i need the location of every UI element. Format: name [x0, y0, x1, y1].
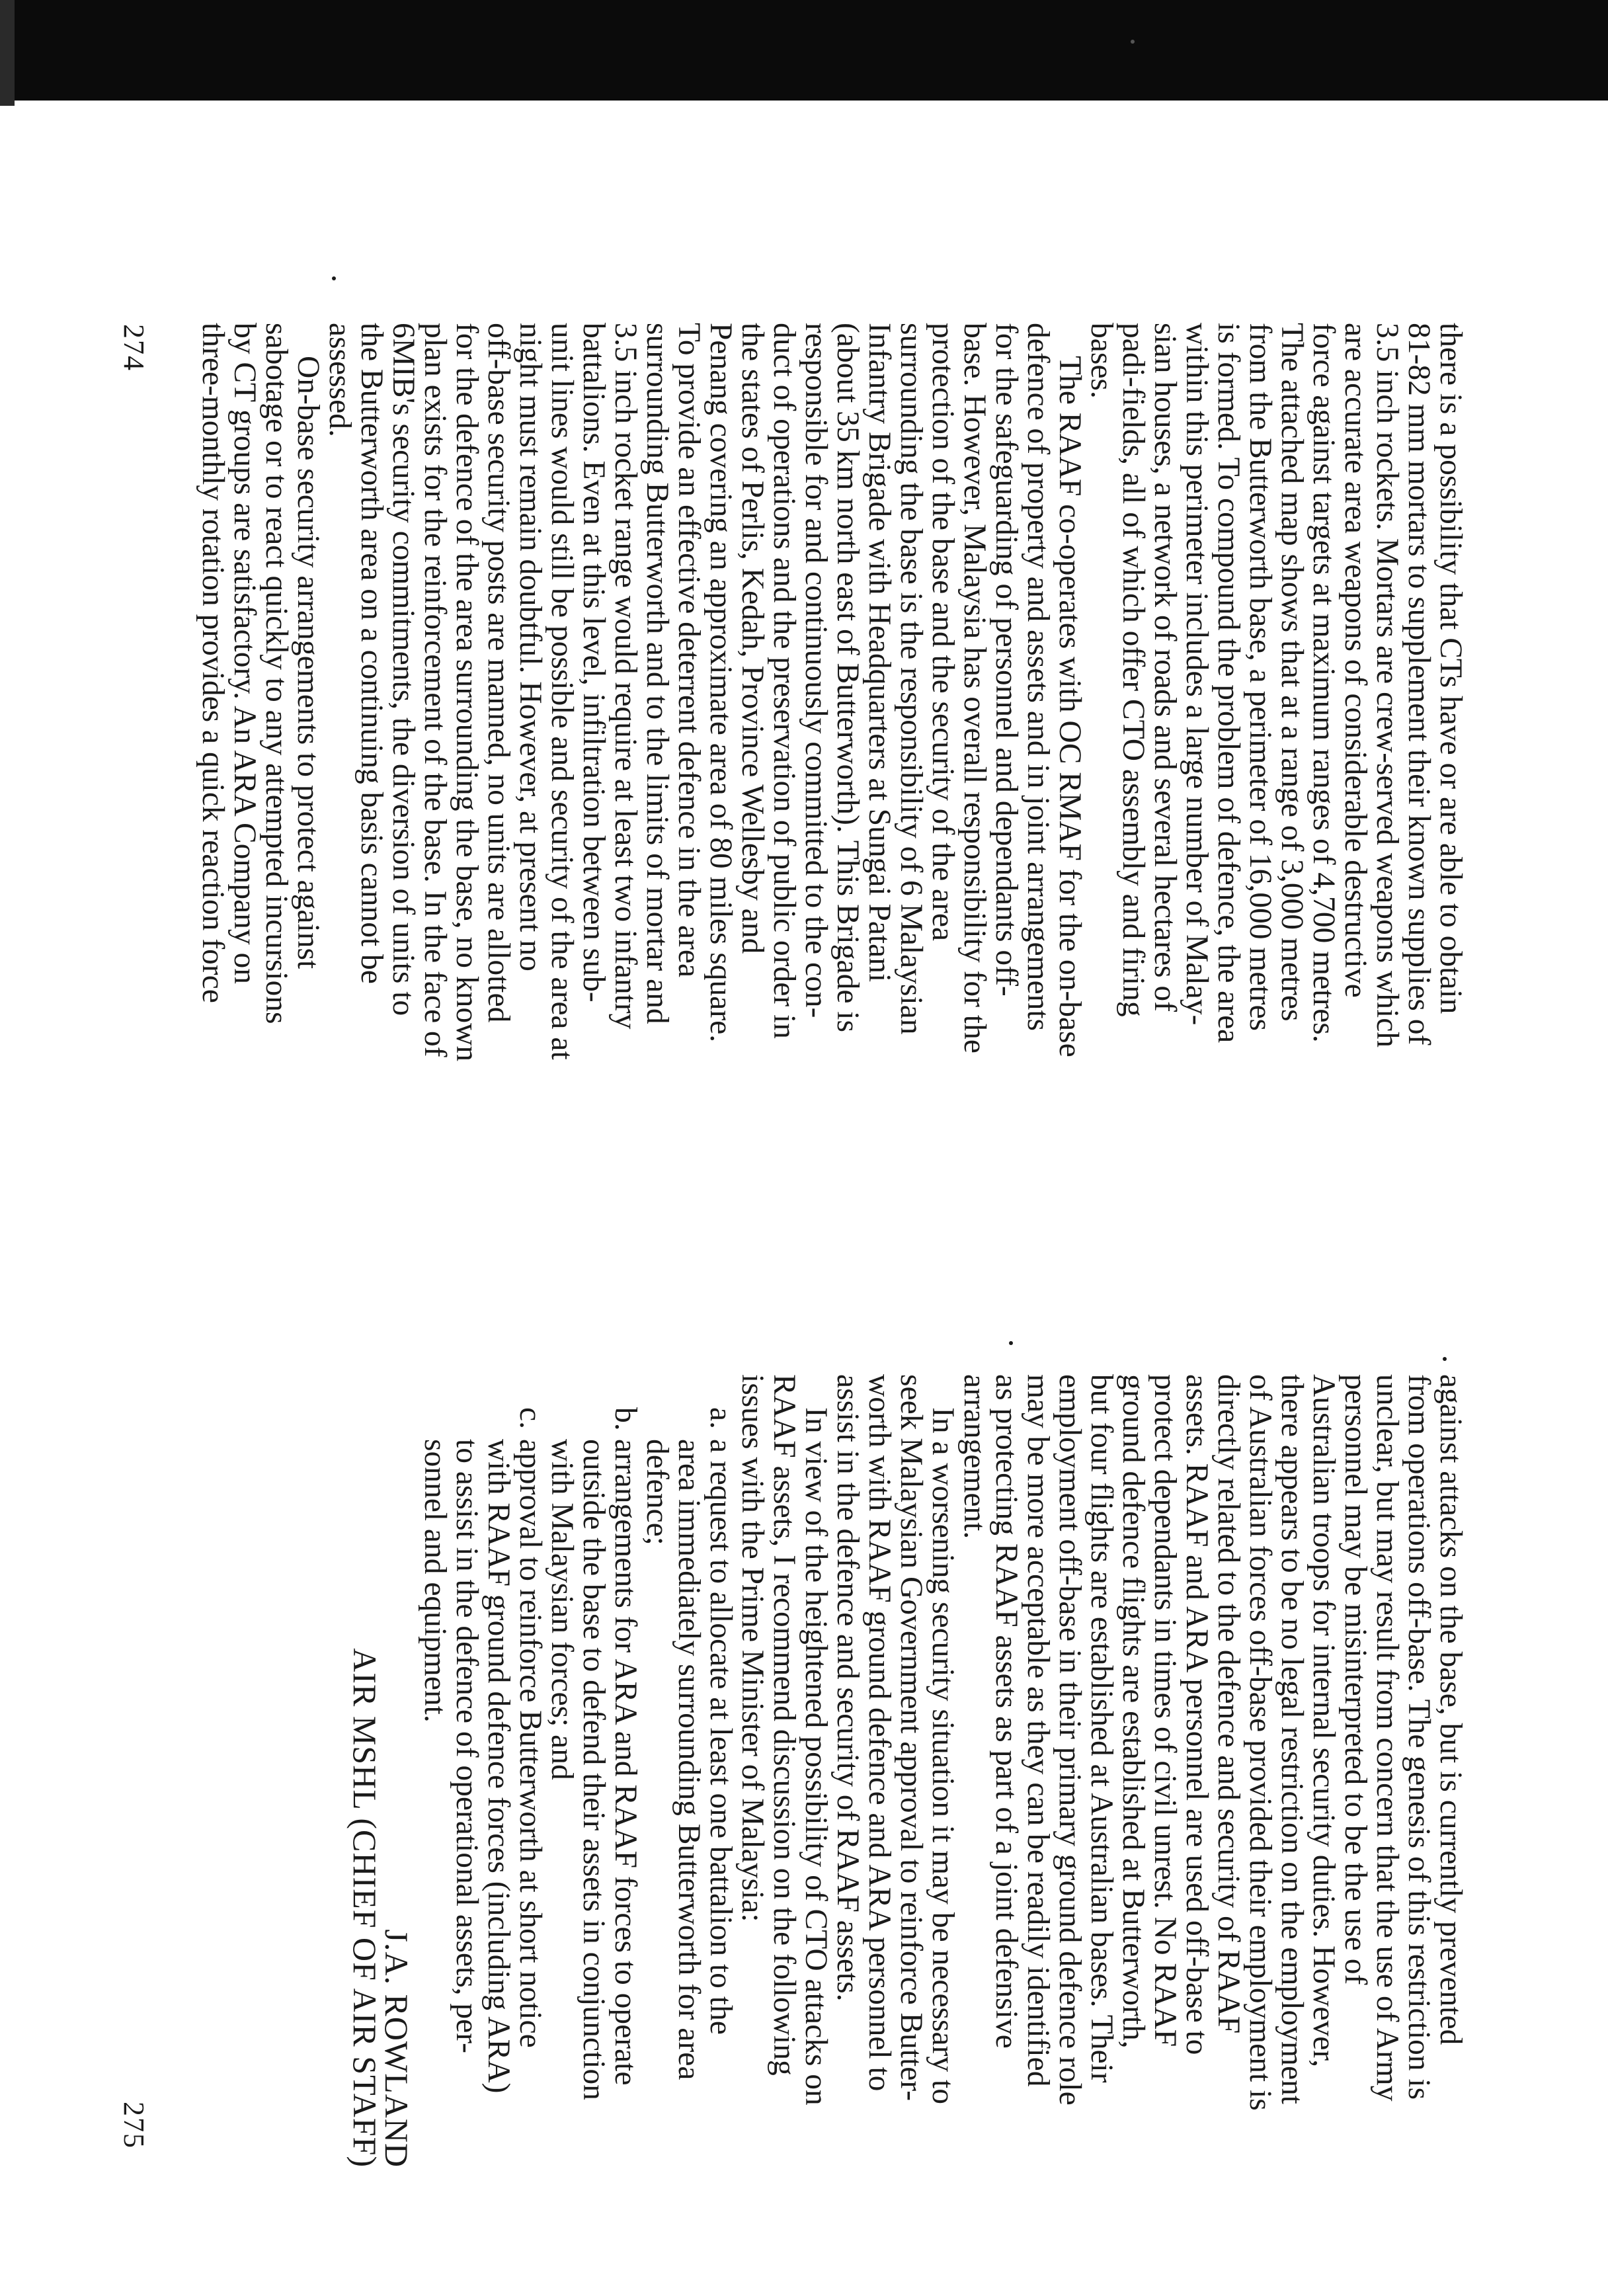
text-line: off-base security posts are manned, no units are allotted [481, 323, 516, 1023]
text-line: for the safeguarding of personnel and dependants off- [989, 323, 1024, 997]
text-line: to assist in the defence of operational assets, per- [450, 1439, 484, 2053]
text-line: against attacks on the base, but is currently prevented [1433, 1374, 1468, 2045]
recommendation-item [419, 1374, 546, 2168]
text-line: (about 35 km north east of Butterworth). This Brigade is [830, 323, 865, 1032]
paragraph [737, 1374, 832, 2168]
list-text [546, 1439, 641, 2168]
left-page-text-column [197, 323, 1467, 1103]
text-line: with Malaysian forces; and [545, 1439, 579, 1780]
text-line: within this perimeter includes a large number of Malay- [1180, 323, 1214, 1026]
text-line: assist in the defence and security of RAAF assets. [830, 1374, 865, 2002]
text-line: issues with the Prime Minister of Malaysia: [735, 1374, 770, 1922]
scan-speck [332, 276, 336, 280]
text-line: force against targets at maximum ranges of 4,700 metres. [1306, 323, 1341, 1043]
text-line: employment off-base in their primary ground defence role [1053, 1374, 1087, 2106]
text-line: from operations off-base. The genesis of this restriction is [1402, 1374, 1436, 2100]
text-line: of Australian forces off-base provided their employment is [1243, 1374, 1277, 2111]
paragraph [197, 323, 324, 1103]
text-line: Australian troops for internal security duties. However, [1306, 1374, 1341, 2068]
text-line: but four flights are established at Australian bases. Their [1084, 1374, 1119, 2083]
text-line: RAAF assets, I recommend discussion on the following [767, 1374, 801, 2076]
paragraph [1086, 323, 1467, 1103]
text-line: responsible for and continuously committed to the con- [799, 323, 833, 1018]
scan-speck [1443, 1357, 1447, 1361]
text-line: Infantry Brigade with Headquarters at Sungai Patani [862, 323, 897, 983]
text-line: Penang covering an approximate area of 80 miles square. [704, 323, 738, 1043]
signatory-title: AIR MSHL (CHIEF OF AIR STAFF) [346, 1648, 383, 2168]
text-line: may be more acceptable as they can be readily identified [1021, 1374, 1055, 2087]
text-line: On-base security arrangements to protect against [291, 356, 325, 969]
text-line: assessed. [323, 323, 357, 437]
scan-speck [1009, 1341, 1013, 1345]
text-line: the states of Perlis, Kedah, Province Wellesby and [735, 323, 770, 954]
text-line: for the defence of the area surrounding the base, no known [450, 323, 484, 1062]
text-line: sian houses, a network of roads and several hectares of [1148, 323, 1182, 1012]
text-line: is formed. To compound the problem of defence, the area [1211, 323, 1246, 1044]
text-line: three-monthly rotation provides a quick reaction force [196, 323, 230, 1003]
text-line: directly related to the defence and security of RAAF [1211, 1374, 1246, 2034]
text-line: outside the base to defend their assets in conjunction [577, 1439, 611, 2100]
text-line: the Butterworth area on a continuing basis cannot be [354, 323, 389, 984]
text-line: there appears to be no legal restriction on the employment [1275, 1374, 1309, 2105]
text-line: worth with RAAF ground defence and ARA personnel to [862, 1374, 897, 2092]
text-line: plan exists for the reinforcement of the base. In the face of [418, 323, 452, 1057]
text-line: by CT groups are satisfactory. An ARA Company on [227, 323, 262, 985]
text-line: sabotage or to react quickly to any attempted incursions [259, 323, 294, 1024]
text-line: defence; [640, 1439, 674, 1545]
scan-speck [1131, 40, 1135, 44]
text-line: 81-82 mm mortars to supplement their known supplies of [1402, 323, 1436, 1046]
list-label: b. [608, 1407, 643, 1431]
text-line: The RAAF co-operates with OC RMAF for the on-base [1053, 356, 1087, 1057]
text-line: padi-fields, all of which offer CTO assembly and firing [1116, 323, 1150, 1017]
recommendation-item [546, 1374, 641, 2168]
text-line: with RAAF ground defence forces (including ARA) [481, 1439, 516, 2094]
text-line: battalions. Even at this level, infiltration between sub- [577, 323, 611, 1003]
text-line: 3.5 inch rockets. Mortars are crew-served weapons which [1370, 323, 1404, 1048]
text-line: as protecting RAAF assets as part of a joint defensive [989, 1374, 1024, 2049]
paragraph [832, 1374, 959, 2168]
text-line: 3.5 inch rocket range would require at least two infantry [608, 323, 643, 1030]
paragraph [959, 1374, 1467, 2168]
text-line: a request to allocate at least one battalion to the [704, 1439, 738, 2035]
right-page-text-column [346, 1374, 1468, 2168]
text-line: unclear, but may result from concern that the use of Army [1370, 1374, 1404, 2102]
right-page [263, 1374, 1467, 2168]
list-label: c. [513, 1407, 547, 1429]
text-line: arrangement. [957, 1374, 992, 1539]
signatory-name: J.A. ROWLAND [378, 1929, 415, 2168]
text-line: In view of the heightened possibility of CTO attacks on [799, 1407, 833, 2106]
text-line: night must remain doubtful. However, at present no [513, 323, 547, 971]
text-line: surrounding the base is the responsibility of 6 Malaysian [894, 323, 928, 1035]
text-line: protection of the base and the security of the area [926, 323, 960, 942]
signature-block [346, 1374, 415, 2168]
right-page-number: 275 [118, 2102, 150, 2149]
text-line: assets. RAAF and ARA personnel are used off-base to [1180, 1374, 1214, 2055]
text-line: there is a possibility that CTs have or are able to obtain [1433, 323, 1468, 1014]
text-line: 6MIB's security commitments, the diversion of units to [386, 323, 421, 1016]
text-line: ground defence flights are established at Butterworth, [1116, 1374, 1150, 2049]
text-line: surrounding Butterworth and to the limits of mortar and [640, 323, 674, 1024]
paragraph [324, 323, 1086, 1103]
list-label: a. [704, 1407, 738, 1429]
text-line: To provide an effective deterrent defence in the area [672, 323, 706, 978]
text-line: unit lines would still be possible and security of the area at [545, 323, 579, 1060]
text-line: duct of operations and the preservation of public order in [767, 323, 801, 1039]
text-line: personnel may be misinterpreted to be the use of [1338, 1374, 1373, 1985]
text-line: area immediately surrounding Butterworth for area [672, 1439, 706, 2080]
text-line: bases. [1084, 323, 1119, 399]
text-line: protect dependants in times of civil unrest. No RAAF [1148, 1374, 1182, 2047]
list-text [641, 1439, 737, 2168]
text-line: base. However, Malaysia has overall responsibility for the [957, 323, 992, 1053]
text-line: The attached map shows that at a range of 3,000 metres [1275, 323, 1309, 1022]
scan-edge-strip [0, 0, 15, 106]
text-line: In a worsening security situation it may be necessary to [926, 1407, 960, 2104]
recommendation-item [641, 1374, 737, 2168]
scan-black-border [0, 0, 1608, 101]
text-line: seek Malaysian Government approval to reinforce Butter- [894, 1374, 928, 2102]
list-text [419, 1439, 546, 2168]
text-line: arrangements for ARA and RAAF forces to operate [608, 1439, 643, 2086]
text-line: are accurate area weapons of considerable destructive [1338, 323, 1373, 998]
left-page [111, 323, 1467, 1103]
text-line: approval to reinforce Butterworth at short notice [513, 1439, 547, 2048]
text-line: sonnel and equipment. [418, 1439, 452, 1723]
text-line: defence of property and assets and in joint arrangements [1021, 323, 1055, 1031]
text-line: from the Butterworth base, a perimeter of 16,000 metres [1243, 323, 1277, 1032]
left-page-number: 274 [118, 324, 150, 372]
